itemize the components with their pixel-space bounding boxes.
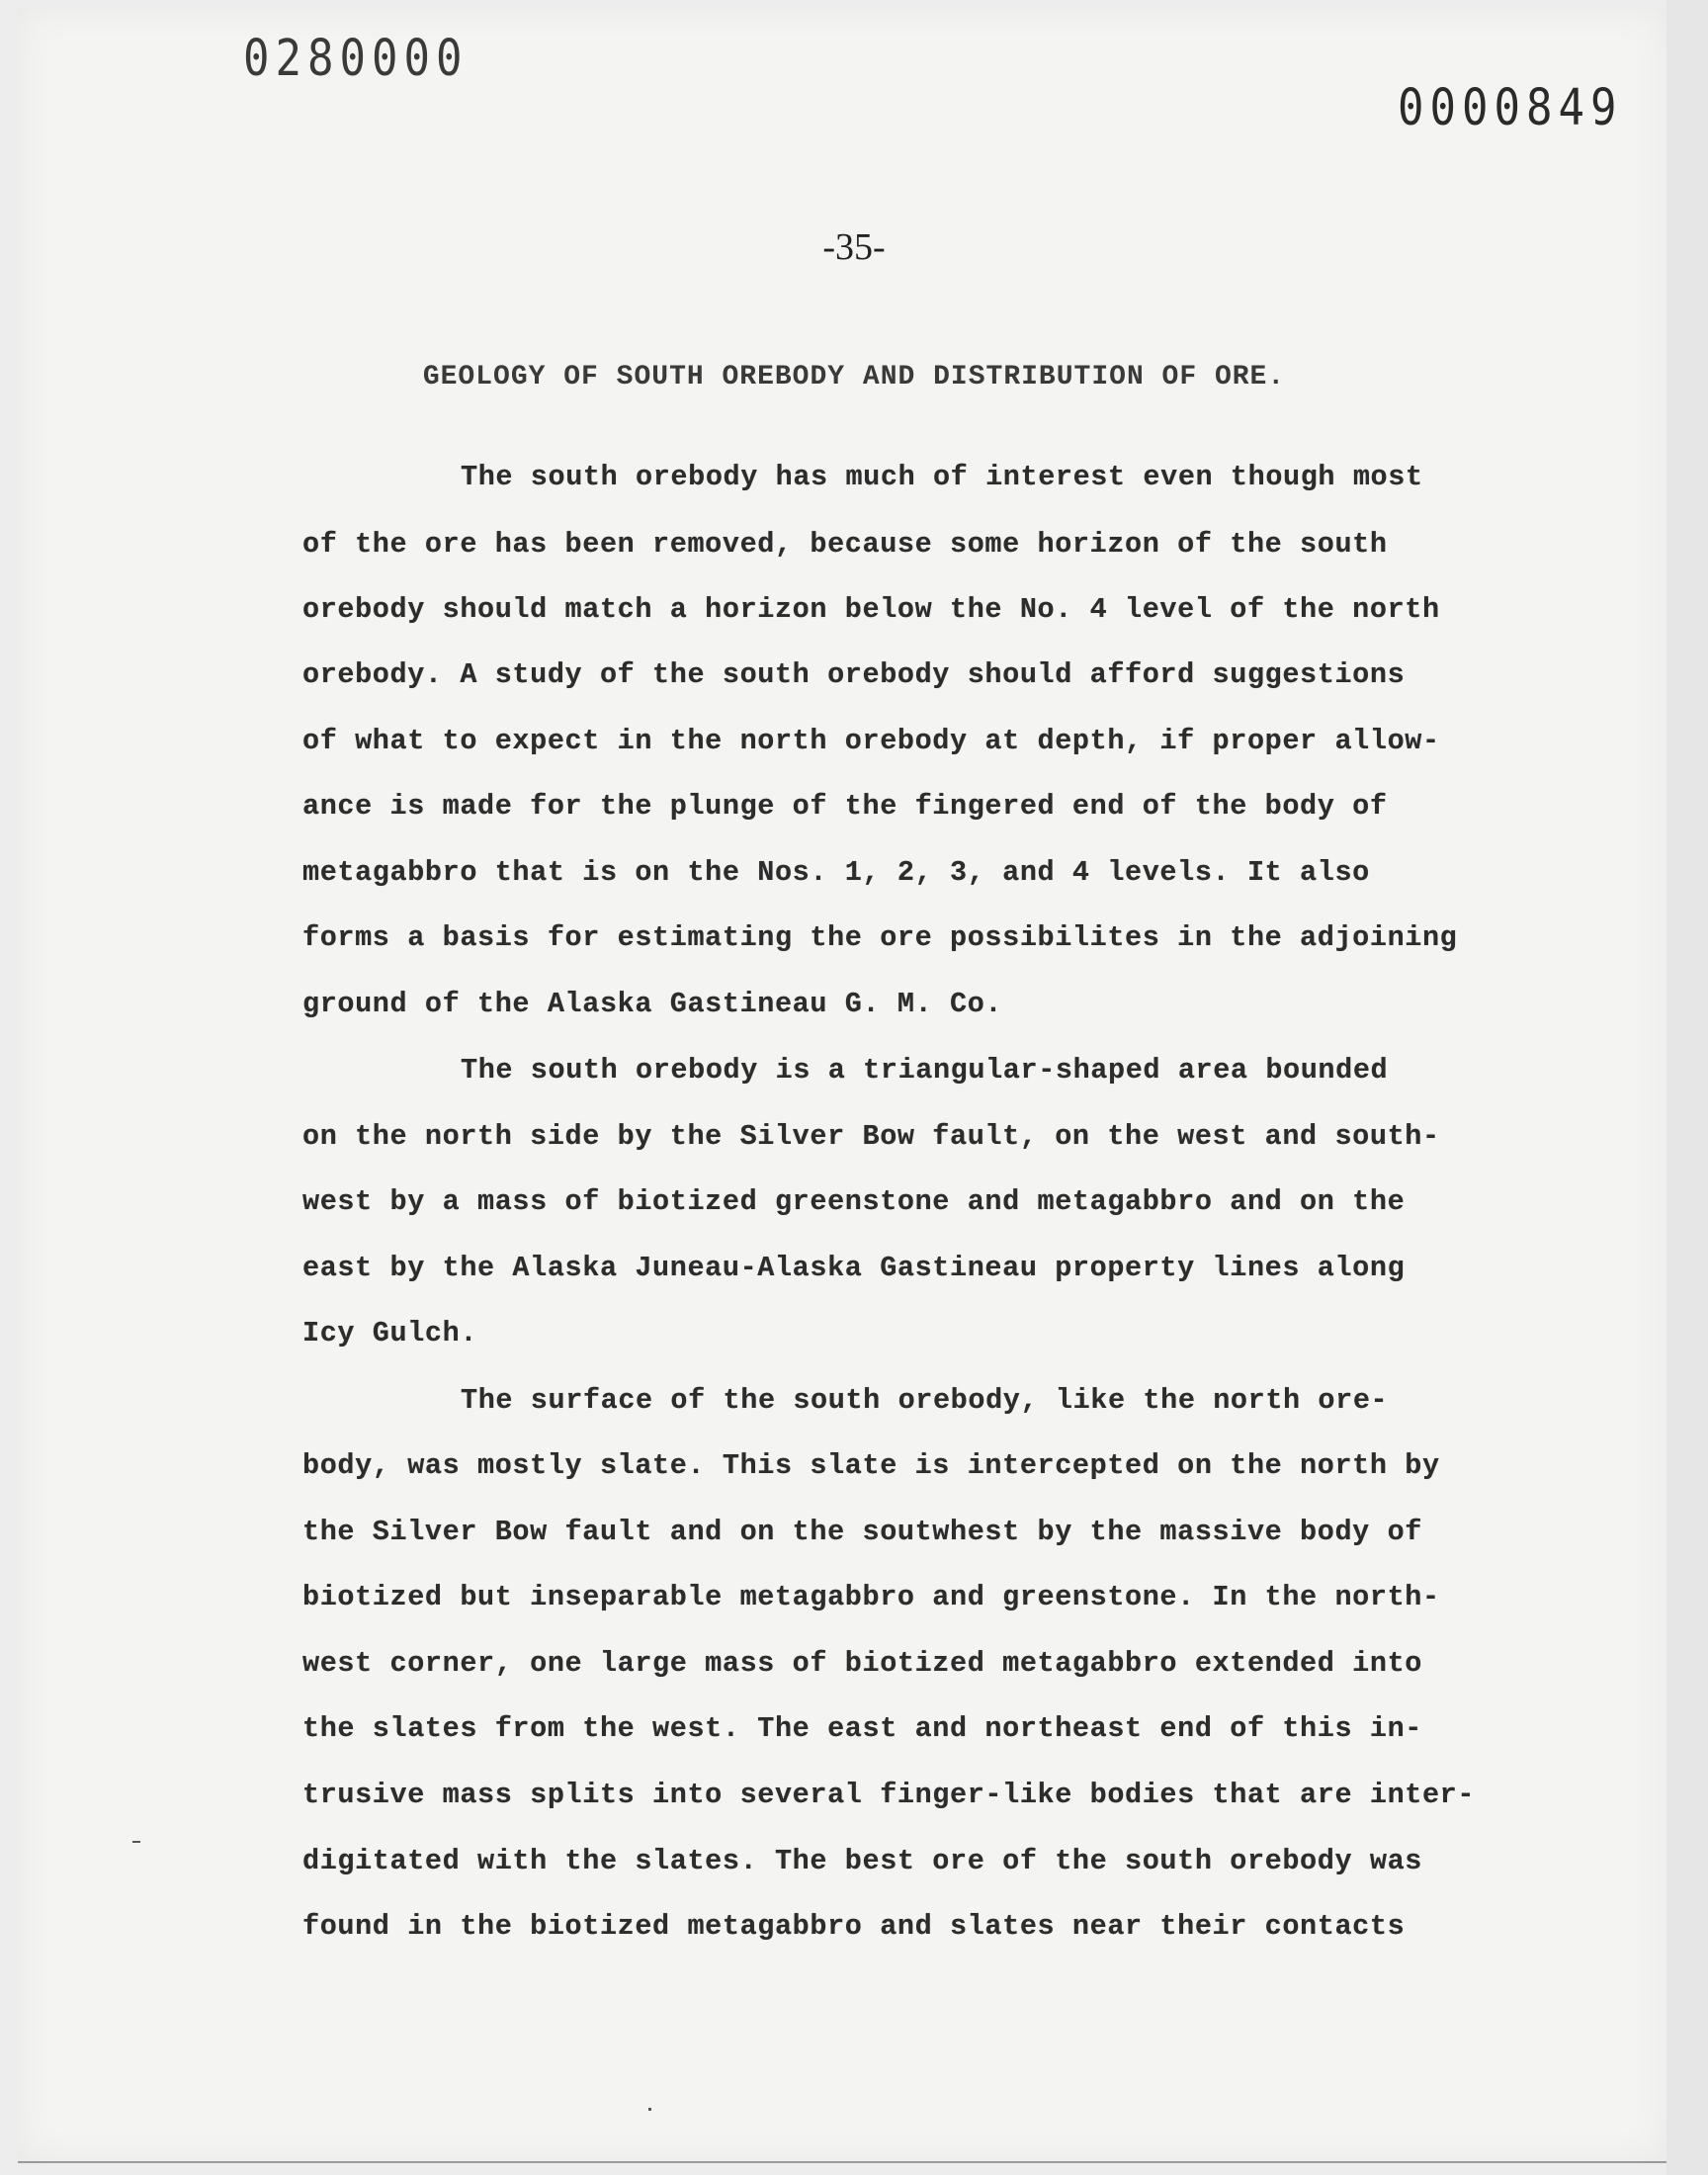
text-line: biotized but inseparable metagabbro and greenstone. In the north-	[302, 1581, 1440, 1613]
text-line: Icy Gulch.	[302, 1317, 478, 1349]
text-line: the Silver Bow fault and on the soutwhest by the massive body of	[302, 1516, 1422, 1548]
text-line: the slates from the west. The east and northeast end of this in-	[302, 1712, 1422, 1745]
text-line: west corner, one large mass of biotized metagabbro extended into	[302, 1647, 1422, 1680]
text-line: orebody. A study of the south orebody should afford suggestions	[302, 658, 1406, 691]
text-line: ground of the Alaska Gastineau G. M. Co.	[302, 988, 1003, 1020]
stamp-number-top-left: 0280000	[243, 30, 469, 88]
text-line: metagabbro that is on the Nos. 1, 2, 3, and 4 levels. It also	[302, 856, 1370, 889]
text-line: orebody should match a horizon below the No. 4 level of the north	[302, 593, 1440, 626]
stamp-number-top-right: 0000849	[1398, 79, 1623, 137]
text-line: The south orebody has much of interest even though most	[461, 461, 1423, 493]
text-line: The surface of the south orebody, like the north ore-	[461, 1384, 1389, 1417]
scan-speck	[132, 1841, 140, 1843]
text-line: body, was mostly slate. This slate is intercepted on the north by	[302, 1449, 1440, 1482]
scan-edge	[1666, 0, 1708, 2175]
text-line: east by the Alaska Juneau-Alaska Gastineau property lines along	[302, 1252, 1406, 1284]
text-line: of the ore has been removed, because some horizon of the south	[302, 528, 1388, 561]
page-number: -35-	[822, 226, 886, 268]
text-line: The south orebody is a triangular-shaped area bounded	[461, 1054, 1389, 1087]
text-line: forms a basis for estimating the ore possibilites in the adjoining	[302, 921, 1458, 954]
section-heading: GEOLOGY OF SOUTH OREBODY AND DISTRIBUTION OF ORE.	[422, 362, 1286, 392]
text-line: found in the biotized metagabbro and slates near their contacts	[302, 1910, 1406, 1943]
text-line: digitated with the slates. The best ore of the south orebody was	[302, 1845, 1422, 1877]
text-line: west by a mass of biotized greenstone and metagabbro and on the	[302, 1185, 1406, 1218]
text-line: of what to expect in the north orebody at depth, if proper allow-	[302, 725, 1440, 757]
text-line: ance is made for the plunge of the fingered end of the body of	[302, 790, 1388, 823]
scan-speck	[648, 2108, 651, 2111]
text-line: on the north side by the Silver Bow fault, on the west and south-	[302, 1120, 1440, 1153]
text-line: trusive mass splits into several finger-like bodies that are inter-	[302, 1779, 1476, 1811]
